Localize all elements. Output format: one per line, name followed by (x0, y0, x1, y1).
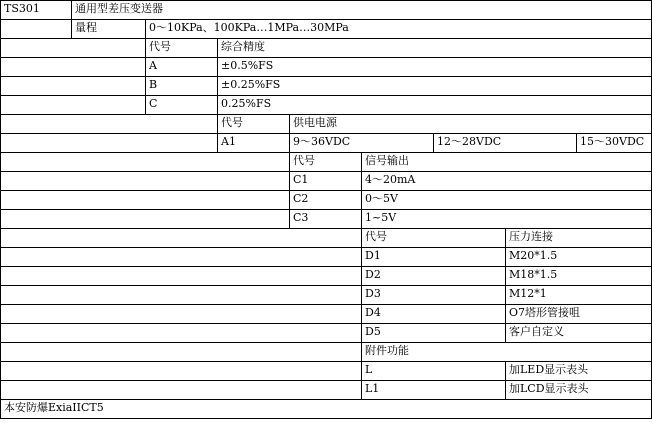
table-cell-r5-c2: 0.25%FS (217, 95, 652, 115)
table-cell-r10-c2: 0～5V (361, 190, 652, 210)
table-cell-r11-c2: 1~5V (361, 209, 652, 229)
table-cell-r6-c2: 供电电源 (289, 114, 652, 134)
table-cell-r12-c2: 压力连接 (505, 228, 652, 248)
table-cell-r7-c1: A1 (217, 133, 290, 153)
table-cell-r0-c1: 通用型差压变送器 (71, 0, 652, 20)
table-cell-r2-c1: 代号 (145, 38, 218, 58)
table-cell-r16-c0 (0, 304, 362, 324)
table-cell-r6-c1: 代号 (217, 114, 290, 134)
table-cell-r21-c0: 本安防爆ExiaIICT5 (0, 399, 652, 419)
table-cell-r19-c2: 加LED显示表头 (505, 361, 652, 381)
table-cell-r6-c0 (0, 114, 218, 134)
table-cell-r2-c2: 综合精度 (217, 38, 652, 58)
table-cell-r7-c3: 12～28VDC (433, 133, 577, 153)
table-cell-r9-c2: 4～20mA (361, 171, 652, 191)
table-cell-r12-c1: 代号 (361, 228, 506, 248)
table-cell-r3-c0 (0, 57, 146, 77)
table-cell-r19-c0 (0, 361, 362, 381)
table-cell-r20-c1: L1 (361, 380, 506, 400)
table-cell-r10-c1: C2 (289, 190, 362, 210)
table-cell-r0-c0: TS301 (0, 0, 72, 20)
table-cell-r13-c2: M20*1.5 (505, 247, 652, 267)
table-cell-r18-c1: 附件功能 (361, 342, 652, 362)
table-cell-r14-c2: M18*1.5 (505, 266, 652, 286)
table-cell-r14-c1: D2 (361, 266, 506, 286)
table-cell-r12-c0 (0, 228, 362, 248)
table-cell-r13-c1: D1 (361, 247, 506, 267)
table-cell-r20-c2: 加LCD显示表头 (505, 380, 652, 400)
table-cell-r11-c1: C3 (289, 209, 362, 229)
table-cell-r3-c1: A (145, 57, 218, 77)
table-cell-r11-c0 (0, 209, 290, 229)
table-cell-r9-c1: C1 (289, 171, 362, 191)
table-cell-r1-c2: 0～10KPa、100KPa…1MPa…30MPa (145, 19, 652, 39)
table-cell-r5-c0 (0, 95, 146, 115)
table-cell-r1-c0 (0, 19, 72, 39)
table-cell-r16-c2: O7塔形管接咀 (505, 304, 652, 324)
table-cell-r17-c1: D5 (361, 323, 506, 343)
table-cell-r7-c2: 9～36VDC (289, 133, 434, 153)
table-cell-r1-c1: 量程 (71, 19, 146, 39)
table-cell-r17-c2: 客户自定义 (505, 323, 652, 343)
table-cell-r8-c1: 代号 (289, 152, 362, 172)
table-cell-r10-c0 (0, 190, 290, 210)
table-cell-r15-c0 (0, 285, 362, 305)
table-cell-r5-c1: C (145, 95, 218, 115)
table-cell-r8-c0 (0, 152, 290, 172)
table-cell-r20-c0 (0, 380, 362, 400)
table-cell-r19-c1: L (361, 361, 506, 381)
table-cell-r15-c2: M12*1 (505, 285, 652, 305)
table-cell-r9-c0 (0, 171, 290, 191)
table-cell-r8-c2: 信号输出 (361, 152, 652, 172)
table-cell-r2-c0 (0, 38, 146, 58)
table-cell-r7-c0 (0, 133, 218, 153)
table-cell-r4-c0 (0, 76, 146, 96)
table-cell-r16-c1: D4 (361, 304, 506, 324)
table-cell-r15-c1: D3 (361, 285, 506, 305)
table-cell-r4-c2: ±0.25%FS (217, 76, 652, 96)
table-cell-r13-c0 (0, 247, 362, 267)
table-cell-r7-c4: 15～30VDC (576, 133, 652, 153)
table-cell-r3-c2: ±0.5%FS (217, 57, 652, 77)
table-cell-r17-c0 (0, 323, 362, 343)
table-cell-r4-c1: B (145, 76, 218, 96)
table-cell-r14-c0 (0, 266, 362, 286)
table-cell-r18-c0 (0, 342, 362, 362)
